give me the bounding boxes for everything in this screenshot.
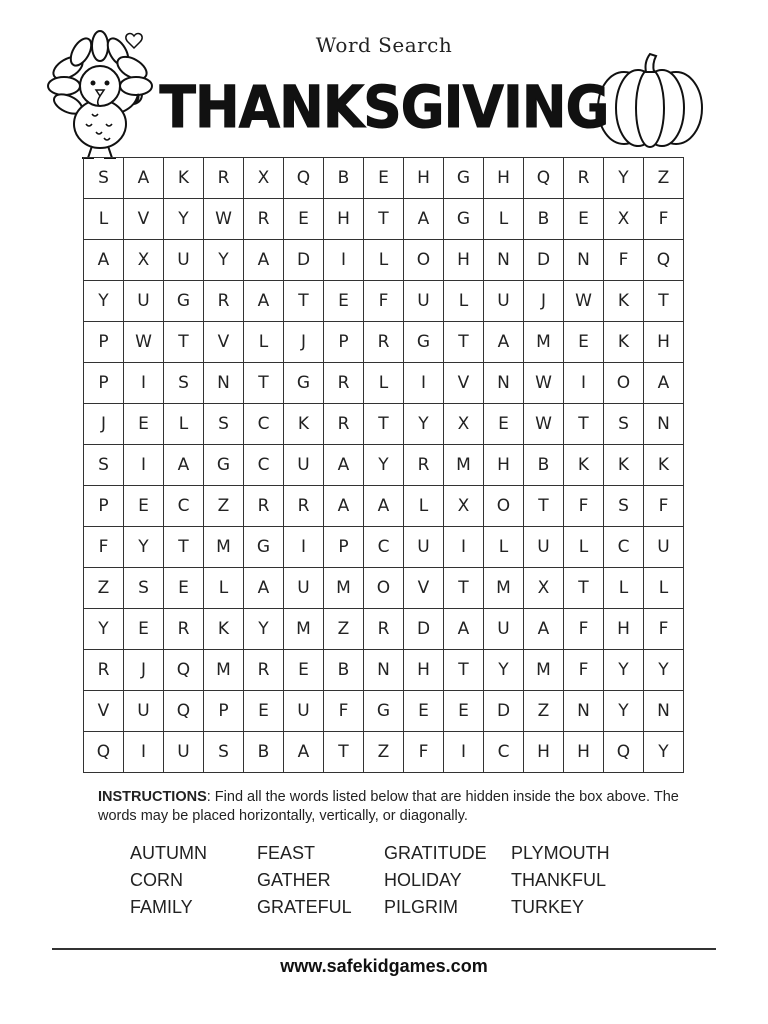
grid-cell[interactable]: K <box>284 404 324 445</box>
page-title: THANKSGIVING <box>159 73 609 141</box>
word-list-item: AUTUMN <box>130 843 207 863</box>
grid-cell[interactable]: L <box>244 322 284 363</box>
grid-cell[interactable]: T <box>564 404 604 445</box>
grid-cell[interactable]: Y <box>244 609 284 650</box>
grid-cell[interactable]: F <box>604 240 644 281</box>
grid-cell[interactable]: H <box>524 732 564 773</box>
grid-row <box>84 650 684 691</box>
grid-cell[interactable]: L <box>644 568 684 609</box>
grid-cell[interactable]: P <box>324 322 364 363</box>
grid-cell[interactable]: W <box>204 199 244 240</box>
grid-cell[interactable]: Q <box>164 650 204 691</box>
grid-cell[interactable]: Y <box>164 199 204 240</box>
grid-cell[interactable]: S <box>84 158 124 199</box>
word-list-item: GRATEFUL <box>257 897 352 917</box>
grid-cell[interactable]: C <box>604 527 644 568</box>
grid-cell[interactable]: V <box>404 568 444 609</box>
grid-cell[interactable]: T <box>164 527 204 568</box>
grid-cell[interactable]: T <box>364 404 404 445</box>
grid-cell[interactable]: G <box>364 691 404 732</box>
grid-cell[interactable]: H <box>404 158 444 199</box>
word-list-item: TURKEY <box>511 897 585 917</box>
grid-cell[interactable]: B <box>524 199 564 240</box>
grid-cell[interactable]: Y <box>84 281 124 322</box>
grid-cell[interactable]: E <box>564 322 604 363</box>
grid-cell[interactable]: M <box>524 650 564 691</box>
grid-cell[interactable]: Y <box>604 691 644 732</box>
grid-cell[interactable]: A <box>364 486 404 527</box>
grid-cell[interactable]: A <box>404 199 444 240</box>
grid-cell[interactable]: U <box>484 281 524 322</box>
word-list-item: HOLIDAY <box>384 870 462 890</box>
grid-cell[interactable]: O <box>404 240 444 281</box>
grid-cell[interactable]: S <box>204 404 244 445</box>
grid-row <box>84 527 684 568</box>
grid-cell[interactable]: Q <box>284 158 324 199</box>
grid-cell[interactable]: N <box>364 650 404 691</box>
grid-cell[interactable]: X <box>244 158 284 199</box>
grid-cell[interactable]: G <box>444 158 484 199</box>
grid-cell[interactable]: I <box>404 363 444 404</box>
grid-cell[interactable]: U <box>124 691 164 732</box>
grid-cell[interactable]: E <box>244 691 284 732</box>
grid-cell[interactable]: F <box>324 691 364 732</box>
grid-row <box>84 404 684 445</box>
grid-cell[interactable]: N <box>484 240 524 281</box>
grid-cell[interactable]: X <box>124 240 164 281</box>
instructions-label: INSTRUCTIONS <box>98 789 207 805</box>
grid-cell[interactable]: J <box>124 650 164 691</box>
grid-cell[interactable]: L <box>364 240 404 281</box>
grid-cell[interactable]: S <box>204 732 244 773</box>
grid-cell[interactable]: P <box>84 486 124 527</box>
grid-cell[interactable]: M <box>444 445 484 486</box>
grid-cell[interactable]: Y <box>204 240 244 281</box>
grid-cell[interactable]: I <box>444 732 484 773</box>
grid-cell[interactable]: R <box>324 363 364 404</box>
grid-cell[interactable]: G <box>204 445 244 486</box>
grid-cell[interactable]: A <box>644 363 684 404</box>
grid-cell[interactable]: R <box>364 322 404 363</box>
grid-cell[interactable]: R <box>284 486 324 527</box>
grid-cell[interactable]: U <box>484 609 524 650</box>
grid-cell[interactable]: D <box>404 609 444 650</box>
grid-cell[interactable]: Y <box>644 732 684 773</box>
grid-cell[interactable]: K <box>164 158 204 199</box>
grid-cell[interactable]: R <box>324 404 364 445</box>
grid-cell[interactable]: R <box>204 281 244 322</box>
grid-cell[interactable]: A <box>244 240 284 281</box>
word-list-item: FAMILY <box>130 897 193 917</box>
grid-cell[interactable]: G <box>244 527 284 568</box>
grid-cell[interactable]: B <box>324 158 364 199</box>
grid-cell[interactable]: K <box>604 322 644 363</box>
grid-cell[interactable]: U <box>124 281 164 322</box>
grid-cell[interactable]: W <box>524 363 564 404</box>
grid-cell[interactable]: U <box>284 691 324 732</box>
grid-cell[interactable]: V <box>84 691 124 732</box>
grid-cell[interactable]: X <box>444 404 484 445</box>
grid-cell[interactable]: H <box>564 732 604 773</box>
grid-cell[interactable]: A <box>524 609 564 650</box>
grid-cell[interactable]: Y <box>84 609 124 650</box>
grid-cell[interactable]: C <box>164 486 204 527</box>
grid-cell[interactable]: S <box>84 445 124 486</box>
grid-cell[interactable]: I <box>124 363 164 404</box>
grid-cell[interactable]: G <box>284 363 324 404</box>
grid-row <box>84 445 684 486</box>
grid-cell[interactable]: M <box>324 568 364 609</box>
grid-cell[interactable]: A <box>444 609 484 650</box>
grid-cell[interactable]: M <box>484 568 524 609</box>
grid-cell[interactable]: O <box>364 568 404 609</box>
grid-cell[interactable]: U <box>404 527 444 568</box>
grid-cell[interactable]: E <box>324 281 364 322</box>
grid-cell[interactable]: R <box>244 650 284 691</box>
grid-cell[interactable]: J <box>524 281 564 322</box>
grid-cell[interactable]: Y <box>364 445 404 486</box>
grid-cell[interactable]: W <box>124 322 164 363</box>
grid-cell[interactable]: X <box>524 568 564 609</box>
grid-cell[interactable]: E <box>164 568 204 609</box>
grid-cell[interactable]: Z <box>524 691 564 732</box>
grid-cell[interactable]: R <box>204 158 244 199</box>
grid-cell[interactable]: K <box>204 609 244 650</box>
grid-cell[interactable]: U <box>524 527 564 568</box>
grid-cell[interactable]: H <box>644 322 684 363</box>
grid-cell[interactable]: J <box>84 404 124 445</box>
grid-cell[interactable]: S <box>604 404 644 445</box>
grid-cell[interactable]: R <box>244 486 284 527</box>
grid-cell[interactable]: A <box>324 445 364 486</box>
grid-cell[interactable]: T <box>564 568 604 609</box>
grid-cell[interactable]: E <box>564 199 604 240</box>
grid-cell[interactable]: C <box>244 445 284 486</box>
grid-cell[interactable]: T <box>644 281 684 322</box>
grid-cell[interactable]: P <box>84 322 124 363</box>
grid-row <box>84 322 684 363</box>
grid-cell[interactable]: U <box>404 281 444 322</box>
grid-cell[interactable]: G <box>404 322 444 363</box>
grid-cell[interactable]: S <box>124 568 164 609</box>
grid-cell[interactable]: R <box>164 609 204 650</box>
grid-cell[interactable]: U <box>284 568 324 609</box>
grid-row <box>84 158 684 199</box>
grid-cell[interactable]: L <box>204 568 244 609</box>
grid-cell[interactable]: T <box>324 732 364 773</box>
grid-cell[interactable]: T <box>244 363 284 404</box>
grid-cell[interactable]: E <box>124 404 164 445</box>
grid-cell[interactable]: L <box>484 527 524 568</box>
grid-cell[interactable]: C <box>244 404 284 445</box>
word-list-item: PLYMOUTH <box>511 843 610 863</box>
instructions-text: : Find all the words listed below that are hidden inside the box above. The words may be placed horizontally, vertically, or diagonally. <box>98 789 679 824</box>
grid-table <box>83 157 684 773</box>
word-search-grid <box>83 157 684 773</box>
grid-cell[interactable]: J <box>284 322 324 363</box>
grid-cell[interactable]: U <box>164 240 204 281</box>
grid-cell[interactable]: A <box>84 240 124 281</box>
grid-cell[interactable]: Y <box>644 650 684 691</box>
grid-cell[interactable]: F <box>84 527 124 568</box>
grid-cell[interactable]: R <box>564 158 604 199</box>
grid-cell[interactable]: F <box>404 732 444 773</box>
grid-cell[interactable]: T <box>284 281 324 322</box>
word-list-item: PILGRIM <box>384 897 459 917</box>
grid-cell[interactable]: E <box>364 158 404 199</box>
grid-cell[interactable]: Y <box>604 158 644 199</box>
grid-cell[interactable]: K <box>604 281 644 322</box>
grid-cell[interactable]: T <box>164 322 204 363</box>
grid-cell[interactable]: E <box>124 486 164 527</box>
grid-cell[interactable]: Y <box>404 404 444 445</box>
grid-cell[interactable]: I <box>124 732 164 773</box>
grid-row <box>84 732 684 773</box>
grid-cell[interactable]: V <box>124 199 164 240</box>
grid-cell[interactable]: L <box>444 281 484 322</box>
grid-cell[interactable]: C <box>364 527 404 568</box>
grid-cell[interactable]: L <box>404 486 444 527</box>
grid-cell[interactable]: D <box>484 691 524 732</box>
grid-cell[interactable]: H <box>484 445 524 486</box>
grid-cell[interactable]: U <box>164 732 204 773</box>
grid-cell[interactable]: F <box>364 281 404 322</box>
grid-cell[interactable]: L <box>84 199 124 240</box>
grid-cell[interactable]: V <box>204 322 244 363</box>
word-list-item: FEAST <box>257 843 316 863</box>
grid-cell[interactable]: P <box>84 363 124 404</box>
grid-row <box>84 486 684 527</box>
grid-cell[interactable]: M <box>204 650 244 691</box>
grid-cell[interactable]: T <box>524 486 564 527</box>
grid-row <box>84 363 684 404</box>
grid-cell[interactable]: M <box>524 322 564 363</box>
grid-cell[interactable]: L <box>164 404 204 445</box>
grid-cell[interactable]: T <box>444 322 484 363</box>
grid-cell[interactable]: X <box>444 486 484 527</box>
grid-cell[interactable]: G <box>444 199 484 240</box>
grid-cell[interactable]: Q <box>164 691 204 732</box>
grid-cell[interactable]: A <box>124 158 164 199</box>
footer-divider <box>52 948 716 950</box>
footer-website: www.safekidgames.com <box>280 956 488 976</box>
grid-cell[interactable]: N <box>644 691 684 732</box>
grid-cell[interactable]: W <box>564 281 604 322</box>
grid-cell[interactable]: K <box>644 445 684 486</box>
grid-cell[interactable]: L <box>604 568 644 609</box>
grid-cell[interactable]: O <box>604 363 644 404</box>
grid-cell[interactable]: U <box>284 445 324 486</box>
word-list-item: GATHER <box>257 870 331 890</box>
grid-cell[interactable]: S <box>164 363 204 404</box>
grid-cell[interactable]: Z <box>324 609 364 650</box>
grid-cell[interactable]: Q <box>524 158 564 199</box>
grid-cell[interactable]: H <box>444 240 484 281</box>
grid-cell[interactable]: I <box>444 527 484 568</box>
grid-cell[interactable]: Y <box>124 527 164 568</box>
grid-cell[interactable]: Q <box>604 732 644 773</box>
grid-cell[interactable]: D <box>284 240 324 281</box>
grid-cell[interactable]: H <box>484 158 524 199</box>
grid-cell[interactable]: O <box>484 486 524 527</box>
grid-cell[interactable]: Q <box>644 240 684 281</box>
grid-cell[interactable]: A <box>244 568 284 609</box>
instructions <box>98 788 698 826</box>
grid-cell[interactable]: A <box>164 445 204 486</box>
grid-row <box>84 240 684 281</box>
grid-cell[interactable]: I <box>284 527 324 568</box>
grid-cell[interactable]: F <box>564 609 604 650</box>
grid-cell[interactable]: B <box>524 445 564 486</box>
grid-cell[interactable]: F <box>644 609 684 650</box>
grid-cell[interactable]: F <box>564 650 604 691</box>
grid-cell[interactable]: E <box>404 691 444 732</box>
grid-cell[interactable]: T <box>364 199 404 240</box>
grid-cell[interactable]: Z <box>204 486 244 527</box>
grid-cell[interactable]: N <box>484 363 524 404</box>
grid-cell[interactable]: Y <box>604 650 644 691</box>
grid-cell[interactable]: P <box>324 527 364 568</box>
grid-cell[interactable]: T <box>444 568 484 609</box>
grid-cell[interactable]: E <box>484 404 524 445</box>
grid-row <box>84 568 684 609</box>
grid-cell[interactable]: K <box>604 445 644 486</box>
word-list <box>130 843 638 918</box>
grid-cell[interactable]: L <box>484 199 524 240</box>
grid-cell[interactable]: E <box>124 609 164 650</box>
grid-cell[interactable]: Z <box>364 732 404 773</box>
grid-row <box>84 199 684 240</box>
word-list-item: GRATITUDE <box>384 843 487 863</box>
grid-cell[interactable]: Y <box>484 650 524 691</box>
grid-cell[interactable]: P <box>204 691 244 732</box>
word-list-item: THANKFUL <box>511 870 607 890</box>
grid-cell[interactable]: H <box>404 650 444 691</box>
grid-row <box>84 691 684 732</box>
grid-cell[interactable]: W <box>524 404 564 445</box>
grid-cell[interactable]: E <box>284 199 324 240</box>
grid-cell[interactable]: I <box>564 363 604 404</box>
grid-cell[interactable]: A <box>324 486 364 527</box>
grid-cell[interactable]: N <box>564 240 604 281</box>
grid-cell[interactable]: S <box>604 486 644 527</box>
grid-cell[interactable]: E <box>284 650 324 691</box>
grid-cell[interactable]: A <box>244 281 284 322</box>
grid-cell[interactable]: N <box>204 363 244 404</box>
grid-cell[interactable]: I <box>124 445 164 486</box>
grid-cell[interactable]: X <box>604 199 644 240</box>
grid-cell[interactable]: R <box>364 609 404 650</box>
grid-cell[interactable]: A <box>284 732 324 773</box>
grid-cell[interactable]: K <box>564 445 604 486</box>
grid-cell[interactable]: F <box>564 486 604 527</box>
grid-cell[interactable]: M <box>284 609 324 650</box>
grid-cell[interactable]: L <box>364 363 404 404</box>
grid-cell[interactable]: H <box>604 609 644 650</box>
grid-cell[interactable]: M <box>204 527 244 568</box>
grid-cell[interactable]: I <box>324 240 364 281</box>
grid-cell[interactable]: G <box>164 281 204 322</box>
word-list-item: CORN <box>130 870 183 890</box>
grid-cell[interactable]: B <box>324 650 364 691</box>
grid-cell[interactable]: N <box>564 691 604 732</box>
grid-cell[interactable]: E <box>444 691 484 732</box>
grid-cell[interactable]: U <box>644 527 684 568</box>
grid-cell[interactable]: T <box>444 650 484 691</box>
grid-cell[interactable]: R <box>244 199 284 240</box>
grid-cell[interactable]: Q <box>84 732 124 773</box>
grid-cell[interactable]: V <box>444 363 484 404</box>
grid-cell[interactable]: N <box>644 404 684 445</box>
grid-cell[interactable]: H <box>324 199 364 240</box>
grid-cell[interactable]: D <box>524 240 564 281</box>
grid-row <box>84 609 684 650</box>
grid-cell[interactable]: R <box>404 445 444 486</box>
grid-cell[interactable]: B <box>244 732 284 773</box>
grid-row <box>84 281 684 322</box>
grid-cell[interactable]: F <box>644 199 684 240</box>
grid-cell[interactable]: R <box>84 650 124 691</box>
grid-cell[interactable]: Z <box>644 158 684 199</box>
grid-cell[interactable]: L <box>564 527 604 568</box>
grid-cell[interactable]: F <box>644 486 684 527</box>
grid-cell[interactable]: Z <box>84 568 124 609</box>
grid-cell[interactable]: A <box>484 322 524 363</box>
grid-cell[interactable]: C <box>484 732 524 773</box>
subtitle: Word Search <box>315 33 453 57</box>
